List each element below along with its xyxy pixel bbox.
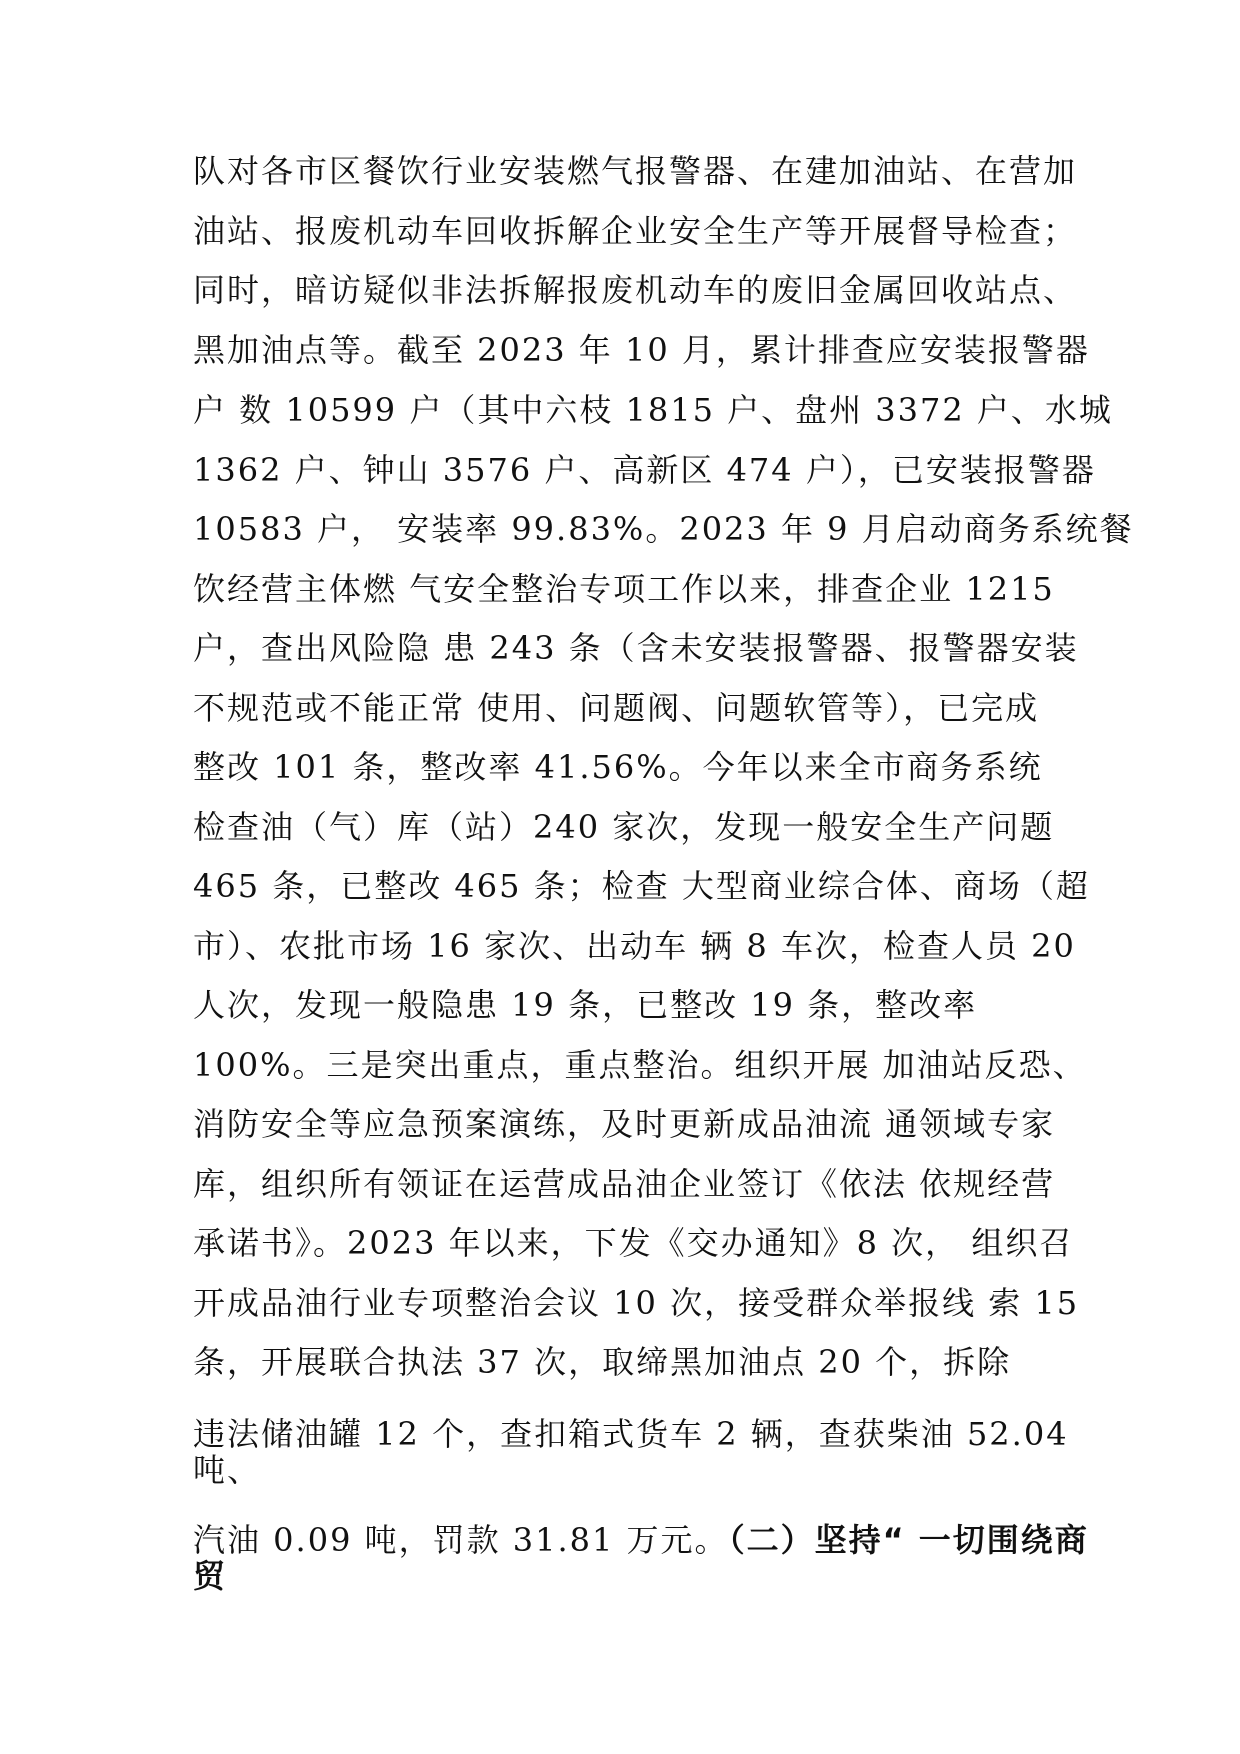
text-line-14: 市）、农批市场 16 家次、出动车 辆 8 车次，检查人员 20	[193, 927, 1076, 965]
text-line-12: 检查油（气）库（站）240 家次，发现一般安全生产问题	[193, 808, 1055, 846]
text-line-8: 饮经营主体燃 气安全整治专项工作以来，排查企业 1215	[193, 570, 1055, 608]
text-line-23: 吨、	[193, 1451, 262, 1489]
text-line-1: 队对各市区餐饮行业安装燃气报警器、在建加油站、在营加	[193, 152, 1078, 190]
text-line-2: 油站、报废机动车回收拆解企业安全生产等开展督导检查；	[193, 212, 1078, 250]
text-line-4: 黑加油点等。截至 2023 年 10 月，累计排查应安装报警器	[193, 331, 1090, 369]
text-line-20: 开成品油行业专项整治会议 10 次，接受群众举报线 索 15	[193, 1284, 1080, 1322]
text-line-17: 消防安全等应急预案演练，及时更新成品油流 通领域专家	[193, 1105, 1056, 1143]
text-line-16: 100%。三是突出重点，重点整治。组织开展 加油站反恐、	[193, 1046, 1087, 1084]
text-line-19: 承诺书》。2023 年以来，下发《交办通知》8 次， 组织召	[193, 1224, 1074, 1262]
text-line-18: 库，组织所有领证在运营成品油企业签订《依法 依规经营	[193, 1165, 1056, 1203]
text-line-21: 条，开展联合执法 37 次，取缔黑加油点 20 个，拆除	[193, 1343, 1012, 1381]
text-line-15: 人次，发现一般隐患 19 条，已整改 19 条，整改率	[193, 986, 978, 1024]
text-line-24-body: 汽油 0.09 吨，罚款 31.81 万元。	[193, 1521, 729, 1559]
text-line-5: 户 数 10599 户（其中六枝 1815 户、盘州 3372 户、水城	[193, 391, 1113, 429]
text-line-10: 不规范或不能正常 使用、问题阀、问题软管等），已完成	[193, 689, 1040, 727]
text-line-22: 违法储油罐 12 个，查扣箱式货车 2 辆，查获柴油 52.04	[193, 1415, 1069, 1453]
section-heading-continuation: 贸	[193, 1557, 228, 1595]
section-heading-start: （二）坚持“ 一切围绕商	[728, 1521, 1089, 1559]
text-line-11: 整改 101 条，整改率 41.56%。今年以来全市商务系统	[193, 748, 1043, 786]
text-line-24	[193, 1520, 1089, 1560]
text-line-9: 户，查出风险隐 患 243 条（含未安装报警器、报警器安装	[193, 629, 1079, 667]
text-line-13: 465 条，已整改 465 条；检查 大型商业综合体、商场（超	[193, 867, 1090, 905]
text-line-6: 1362 户、钟山 3576 户、高新区 474 户），已安装报警器	[193, 451, 1096, 489]
text-line-3: 同时，暗访疑似非法拆解报废机动车的废旧金属回收站点、	[193, 271, 1078, 309]
text-line-7: 10583 户， 安装率 99.83%。2023 年 9 月启动商务系统餐	[193, 510, 1134, 548]
